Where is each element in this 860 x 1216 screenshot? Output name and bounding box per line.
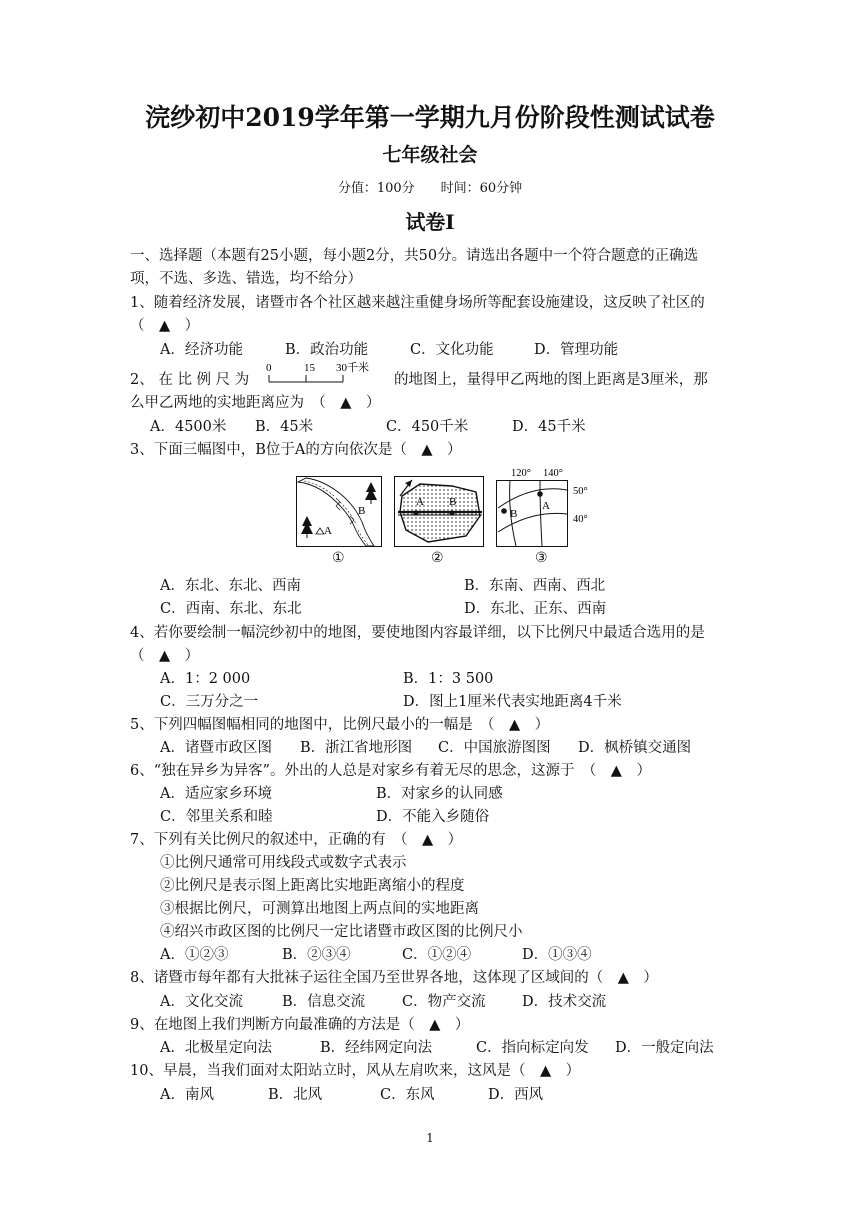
q10-option-b: B．北风 [268, 1087, 323, 1103]
q8-option-a: A．文化交流 [160, 994, 243, 1010]
q2-option-b: B．45米 [255, 419, 314, 435]
paper-label: 试卷I [405, 210, 455, 234]
scale-tick-0: 0 [266, 362, 272, 374]
q2-option-c: C．450千米 [386, 419, 469, 435]
q4-option-b: B．1：3 500 [403, 671, 494, 687]
q6-stem: 6、“独在异乡为异客”。外出的人总是对家乡有着无尽的思念，这源于 （ ▲ ） [130, 763, 651, 779]
q1-stem-cont: （ ▲ ） [130, 318, 200, 334]
q1-option-d: D．管理功能 [534, 342, 619, 358]
section-instructions-line1: 一、选择题（本题有25小题，每小题2分，共50分。请选出各题中一个符合题意的正确选 [130, 248, 699, 264]
q4-option-d: D．图上1厘米代表实地距离4千米 [403, 694, 622, 710]
section-instructions-line2: 项，不选、多选、错选，均不给分） [130, 271, 362, 287]
q7-option-b: B．②③④ [282, 947, 351, 963]
q6-option-a: A．适应家乡环境 [160, 786, 272, 802]
q9-option-a: A．北极星定向法 [160, 1040, 272, 1056]
q2-stem-cont: 么甲乙两地的实地距离应为 （ ▲ ） [130, 395, 381, 411]
q9-option-c: C．指向标定向发 [476, 1040, 589, 1056]
q1-option-b: B．政治功能 [285, 342, 369, 358]
q7-statement-1: ①比例尺通常可用线段式或数字式表示 [160, 855, 407, 871]
q10-option-c: C．东风 [380, 1087, 435, 1103]
q3-figure-1 [296, 476, 382, 548]
q1-option-c: C．文化功能 [410, 342, 494, 358]
q3-figure-2-caption: ② [431, 550, 444, 566]
q2-option-a: A．4500米 [150, 419, 227, 435]
q6-option-d: D．不能入乡随俗 [376, 809, 490, 825]
q7-statement-3: ③根据比例尺，可测算出地图上两点间的实地距离 [160, 901, 479, 917]
fig2-label-b: B [449, 496, 457, 508]
q10-option-a: A．南风 [160, 1087, 214, 1103]
q3-figure-2 [394, 472, 484, 548]
q3-option-c: C．西南、东北、东北 [160, 601, 302, 617]
q2-line-scale [264, 360, 386, 386]
q1-stem: 1、随着经济发展，诸暨市各个社区越来越注重健身场所等配套设施建设，这反映了社区的 [130, 295, 705, 311]
exam-subtitle: 七年级社会 [382, 144, 478, 166]
q9-stem: 9、在地图上我们判断方向最准确的方法是（ ▲ ） [130, 1017, 470, 1033]
q3-option-a: A．东北、东北、西南 [160, 578, 301, 594]
q2-option-d: D．45千米 [512, 419, 586, 435]
q7-statement-2: ②比例尺是表示图上距离比实地距离缩小的程度 [160, 878, 465, 894]
q4-option-a: A．1：2 000 [160, 671, 251, 687]
q9-option-b: B．经纬网定向法 [320, 1040, 433, 1056]
q2-stem-pre: 2、 在 比 例 尺 为 [130, 372, 250, 388]
scale-tick-15: 15 [304, 362, 315, 374]
q6-option-b: B．对家乡的认同感 [376, 786, 503, 802]
q10-option-d: D．西风 [488, 1087, 544, 1103]
fig3-lon-140: 140° [543, 468, 563, 479]
q8-stem: 8、诸暨市每年都有大批袜子运往全国乃至世界各地，这体现了区域间的（ ▲ ） [130, 970, 658, 986]
q1-option-a: A．经济功能 [160, 342, 243, 358]
q4-option-c: C．三万分之一 [160, 694, 259, 710]
q3-option-b: B．东南、西南、西北 [464, 578, 606, 594]
q7-option-c: C．①②④ [402, 947, 472, 963]
q3-figure-3 [496, 462, 600, 548]
fig3-lon-120: 120° [511, 468, 531, 479]
q3-option-d: D．东北、正东、西南 [464, 601, 607, 617]
q5-option-d: D．枫桥镇交通图 [578, 740, 692, 756]
q8-option-b: B．信息交流 [282, 994, 366, 1010]
q10-stem: 10、早晨，当我们面对太阳站立时，风从左肩吹来，这风是（ ▲ ） [130, 1063, 581, 1079]
q7-option-a: A．①②③ [160, 947, 229, 963]
q4-stem: 4、若你要绘制一幅浣纱初中的地图，要使地图内容最详细，以下比例尺中最适合选用的是 [130, 625, 705, 641]
q3-stem: 3、下面三幅图中，B位于A的方向依次是（ ▲ ） [130, 442, 462, 458]
scale-tick-30: 30千米 [336, 362, 369, 374]
q5-option-b: B．浙江省地形图 [300, 740, 413, 756]
fig3-lat-40: 40° [573, 514, 588, 525]
page-number: 1 [426, 1131, 434, 1145]
exam-meta: 分值：100分 时间：60分钟 [337, 181, 523, 196]
fig1-label-b: B [358, 505, 366, 517]
q7-stem: 7、下列有关比例尺的叙述中，正确的有 （ ▲ ） [130, 832, 463, 848]
q5-option-a: A．诸暨市政区图 [160, 740, 272, 756]
fig3-label-b: B [510, 508, 518, 520]
fig3-label-a: A [542, 500, 550, 512]
q7-option-d: D．①③④ [522, 947, 592, 963]
q9-option-d: D．一般定向法 [615, 1040, 714, 1056]
q5-option-c: C．中国旅游图图 [438, 740, 551, 756]
q5-stem: 5、下列四幅图幅相同的地图中，比例尺最小的一幅是 （ ▲ ） [130, 717, 550, 733]
fig1-label-a: A [324, 525, 332, 537]
q3-figure-1-caption: ① [332, 550, 345, 566]
exam-title: 浣纱初中2019学年第一学期九月份阶段性测试试卷 [145, 103, 715, 132]
q8-option-c: C．物产交流 [402, 994, 486, 1010]
fig2-label-a: A [416, 496, 424, 508]
fig3-lat-50: 50° [573, 486, 588, 497]
q4-stem-cont: （ ▲ ） [130, 648, 200, 664]
q2-stem-post: 的地图上，量得甲乙两地的图上距离是3厘米，那 [394, 372, 708, 388]
q8-option-d: D．技术交流 [522, 994, 607, 1010]
q3-figure-3-caption: ③ [535, 550, 548, 566]
q6-option-c: C．邻里关系和睦 [160, 809, 273, 825]
q7-statement-4: ④绍兴市政区图的比例尺一定比诸暨市政区图的比例尺小 [160, 924, 523, 940]
